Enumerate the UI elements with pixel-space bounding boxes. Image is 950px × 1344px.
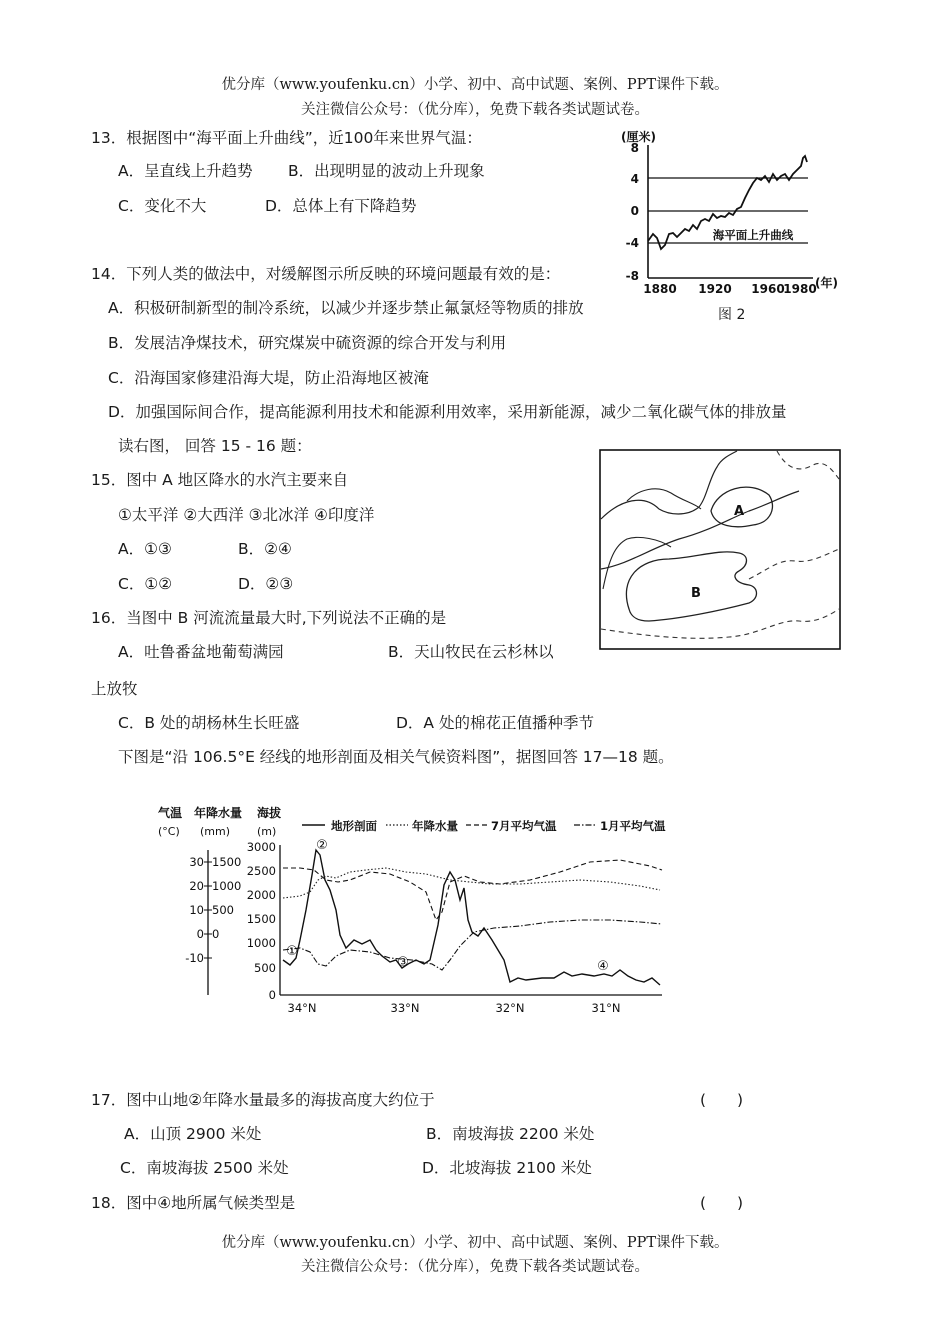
map-frame: [600, 450, 840, 649]
unit-precip: (mm): [200, 825, 231, 838]
temp-tick-20: 20: [189, 879, 204, 893]
elev-tick-2500: 2500: [246, 864, 276, 878]
q13-stem: 13．根据图中“海平面上升曲线”，近100年来世界气温：: [91, 129, 482, 147]
q18-answer-parens: ( ): [700, 1194, 744, 1212]
temp-tick-10: 10: [189, 903, 204, 917]
map-label-a: A: [733, 504, 745, 519]
q15-option-d: D．②③: [238, 575, 294, 593]
curve-label: 海平面上升曲线: [712, 228, 794, 242]
y-tick-4: 4: [630, 172, 639, 186]
temp-tick-minus10: -10: [185, 951, 204, 965]
legend-precip: 年降水量: [412, 819, 458, 833]
elev-tick-0: 0: [268, 988, 276, 1002]
elev-tick-1500: 1500: [246, 912, 276, 926]
y-tick-8: 8: [630, 141, 639, 155]
q16-option-b: B．天山牧民在云杉林以: [388, 643, 554, 661]
precip-tick-1500: 1500: [212, 855, 242, 869]
q17-option-d: D．北坡海拔 2100 米处: [422, 1159, 592, 1177]
x-tick-1880: 1880: [643, 282, 677, 296]
july-temp-line: [283, 860, 662, 920]
q14-option-c: C．沿海国家修建沿海大堤，防止沿海地区被淹: [108, 369, 429, 387]
unit-temp: (°C): [158, 825, 180, 838]
q16-option-b-continued: 上放牧: [91, 680, 138, 698]
precip-line: [283, 868, 660, 898]
header-line-2: 关注微信公众号：（优分库），免费下载各类试题试卷。: [301, 102, 649, 118]
precip-tick-0: 0: [212, 927, 220, 941]
x-unit: (年): [815, 276, 838, 290]
intro-17-18: 下图是“沿 106.5°E 经线的地形剖面及相关气候资料图”，据图回答 17—18 题。: [118, 748, 674, 766]
y-tick-0: 0: [630, 204, 639, 218]
legend-terrain: 地形剖面: [331, 819, 377, 833]
temp-tick-0: 0: [196, 927, 204, 941]
lat-tick-33: 33°N: [390, 1001, 420, 1015]
precip-tick-1000: 1000: [212, 879, 242, 893]
footer-line-1: 优分库（www.youfenku.cn）小学、初中、高中试题、案例、PPT课件下载。: [221, 1235, 729, 1251]
q17-option-b: B．南坡海拔 2200 米处: [426, 1125, 595, 1143]
axis-title-temp: 气温: [158, 806, 183, 820]
q16-option-d: D．A 处的棉花正值播种季节: [396, 714, 594, 732]
x-tick-1920: 1920: [698, 282, 732, 296]
q17-answer-parens: ( ): [700, 1091, 744, 1109]
q15-option-a: A．①③: [118, 540, 172, 558]
q17-option-a: A．山顶 2900 米处: [124, 1125, 262, 1143]
elev-tick-2000: 2000: [246, 888, 276, 902]
q13-option-a: A．呈直线上升趋势: [118, 162, 253, 180]
sea-level-unit: (厘米): [621, 130, 656, 144]
elev-tick-500: 500: [254, 961, 276, 975]
figure-2-caption: 图 2: [718, 307, 746, 323]
elev-tick-1000: 1000: [246, 936, 276, 950]
q14-stem: 14．下列人类的做法中，对缓解图示所反映的环境问题最有效的是：: [91, 265, 561, 283]
q14-option-a: A．积极研制新型的制冷系统，以减少并逐步禁止氟氯烃等物质的排放: [108, 299, 584, 317]
lat-tick-32: 32°N: [495, 1001, 525, 1015]
q15-option-c: C．①②: [118, 575, 173, 593]
precip-tick-500: 500: [212, 903, 234, 917]
q15-stem: 15．图中 A 地区降水的水汽主要来自: [91, 471, 349, 489]
q16-stem: 16．当图中 B 河流流量最大时,下列说法不正确的是: [91, 609, 447, 627]
legend-jan: 1月平均气温: [600, 819, 666, 833]
legend-july: 7月平均气温: [491, 819, 557, 833]
terrain-profile-chart: [150, 800, 670, 1025]
header-line-1: 优分库（www.youfenku.cn）小学、初中、高中试题、案例、PPT课件下载。: [221, 77, 729, 93]
x-tick-1960: 1960: [751, 282, 785, 296]
y-tick-minus4: -4: [625, 236, 639, 250]
q16-option-c: C．B 处的胡杨林生长旺盛: [118, 714, 300, 732]
marker-2: ②: [316, 838, 328, 853]
x-tick-1980: 1980: [783, 282, 817, 296]
y-tick-minus8: -8: [625, 269, 639, 283]
marker-4: ④: [597, 959, 609, 974]
q14-option-b: B．发展洁净煤技术，研究煤炭中硫资源的综合开发与利用: [108, 334, 507, 352]
q15-option-b: B．②④: [238, 540, 292, 558]
map-label-b: B: [691, 586, 701, 601]
q15-source-options: ①太平洋 ②大西洋 ③北冰洋 ④印度洋: [118, 506, 375, 524]
intro-15-16: 读右图， 回答 15 - 16 题：: [118, 437, 312, 455]
q14-option-d: D．加强国际间合作，提高能源利用技术和能源利用效率，采用新能源，减少二氧化碳气体的排放量: [108, 403, 787, 421]
marker-3: ③: [397, 955, 409, 970]
axis-title-elev: 海拔: [257, 806, 282, 820]
temp-tick-30: 30: [189, 855, 204, 869]
q17-stem: 17．图中山地②年降水量最多的海拔高度大约位于: [91, 1091, 435, 1109]
lat-tick-34: 34°N: [287, 1001, 317, 1015]
axis-title-precip: 年降水量: [194, 806, 243, 820]
footer-line-2: 关注微信公众号：（优分库），免费下载各类试题试卷。: [301, 1259, 649, 1275]
xinjiang-map: [599, 449, 841, 650]
q17-option-c: C．南坡海拔 2500 米处: [120, 1159, 289, 1177]
q18-stem: 18．图中④地所属气候类型是: [91, 1194, 296, 1212]
unit-elev: (m): [257, 825, 277, 838]
q16-option-a: A．吐鲁番盆地葡萄满园: [118, 643, 284, 661]
lat-tick-31: 31°N: [591, 1001, 621, 1015]
sea-level-chart: [615, 125, 850, 300]
marker-1: ①: [286, 944, 298, 959]
elev-tick-3000: 3000: [246, 840, 276, 854]
q13-option-b: B．出现明显的波动上升现象: [288, 162, 485, 180]
q13-option-c: C．变化不大: [118, 197, 207, 215]
q13-option-d: D．总体上有下降趋势: [265, 197, 417, 215]
